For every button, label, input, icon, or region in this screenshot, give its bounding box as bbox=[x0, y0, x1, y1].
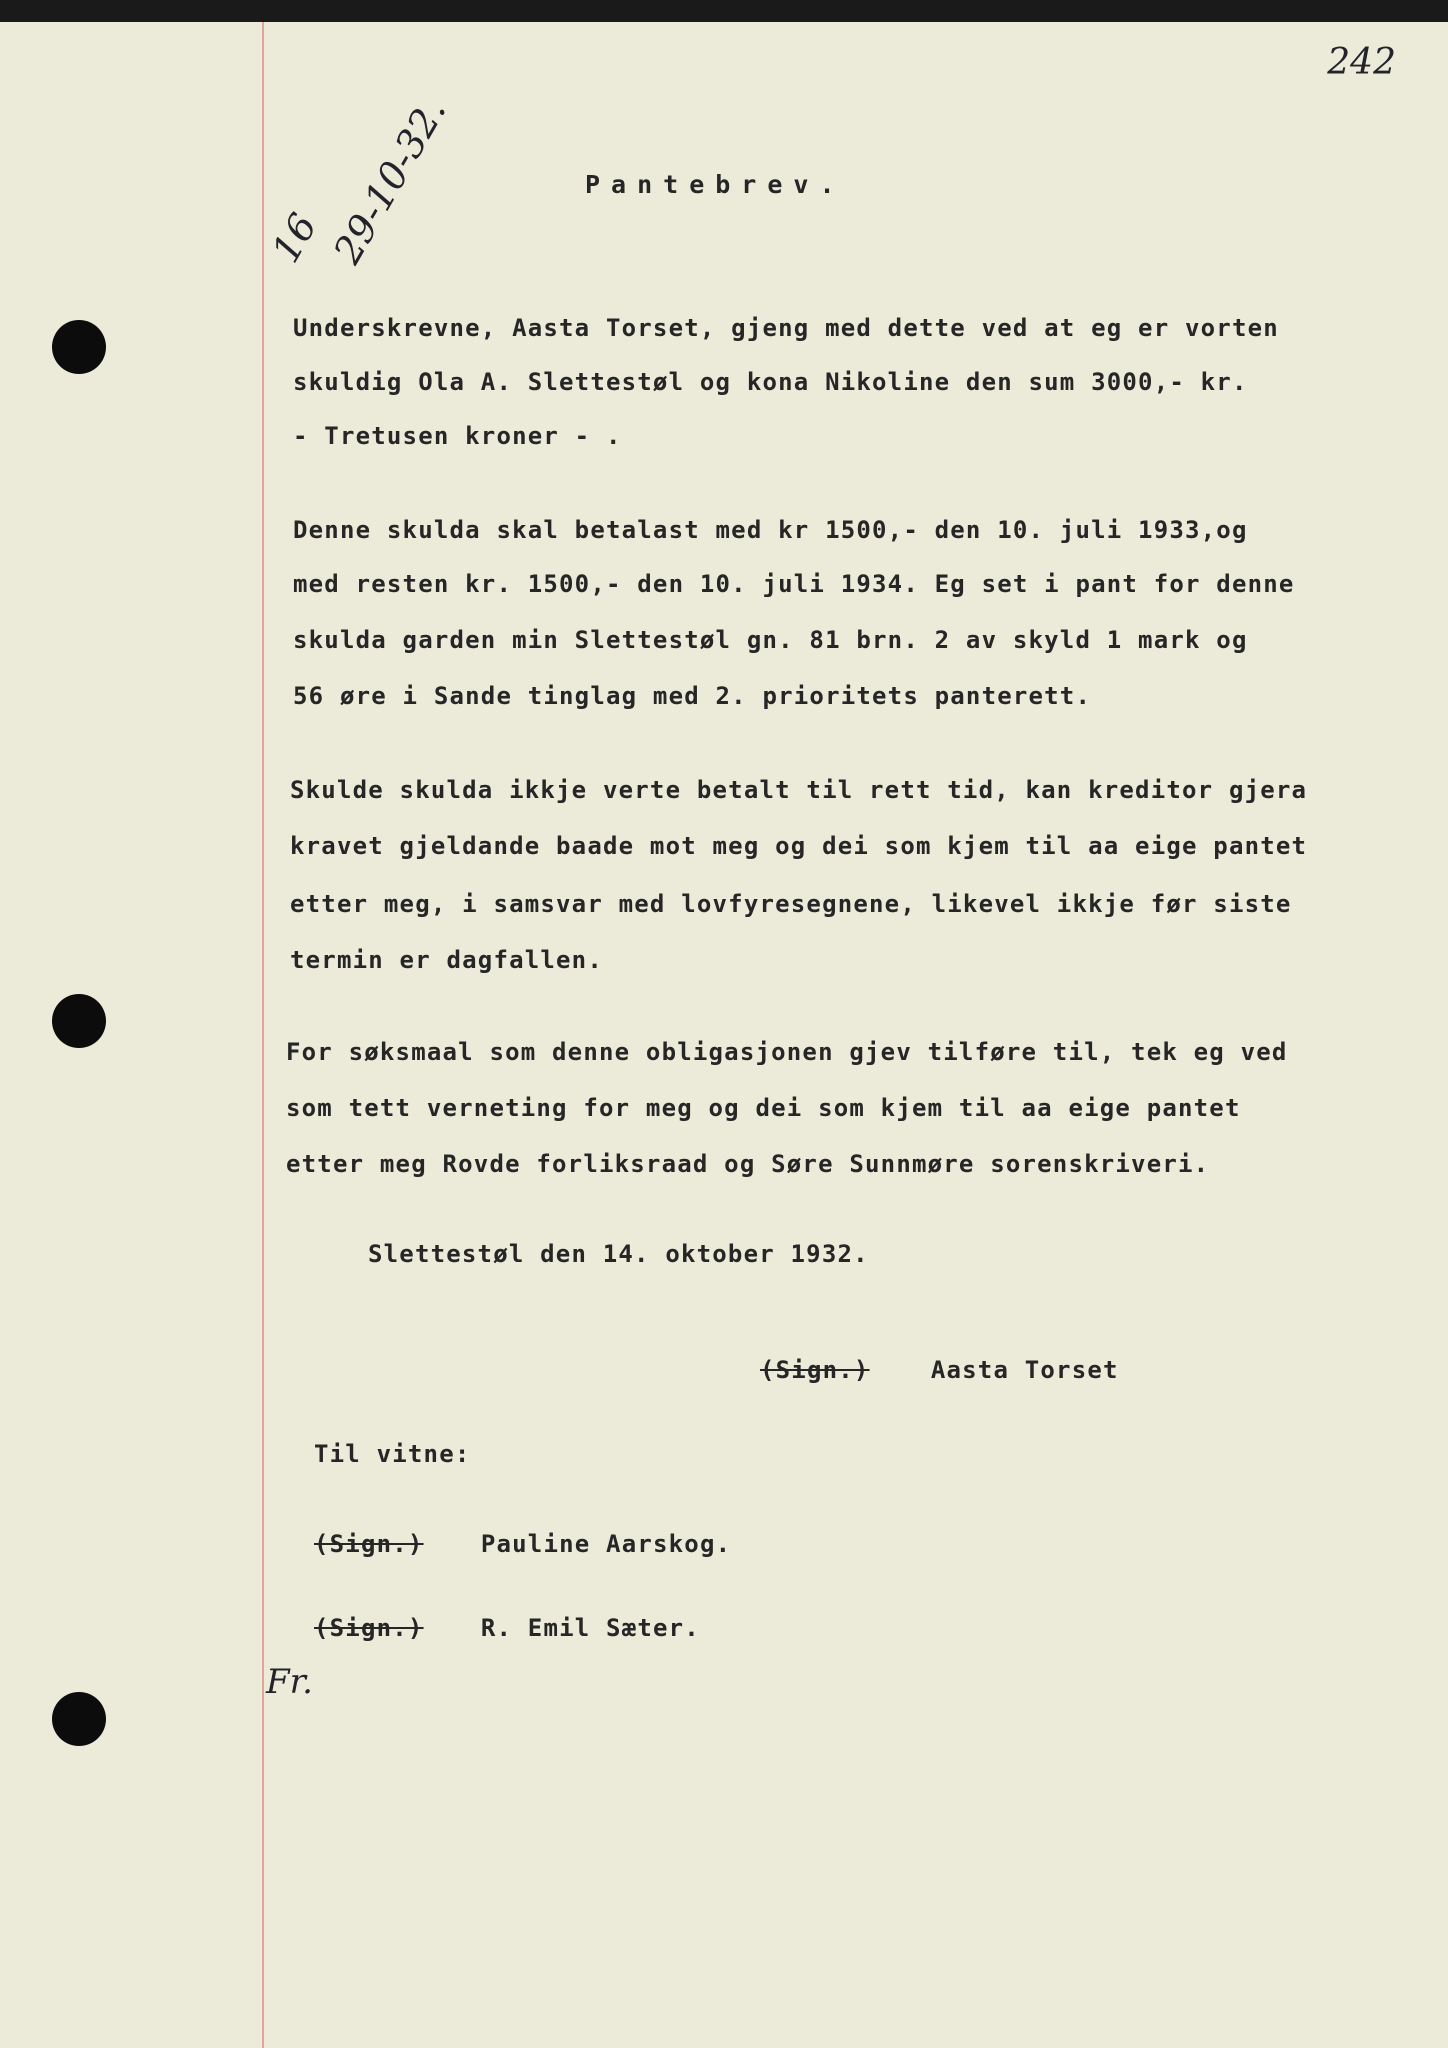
punch-hole bbox=[52, 994, 106, 1048]
sign-label: (Sign.) bbox=[314, 1614, 424, 1642]
registration-date: 29-10-32. bbox=[325, 90, 455, 271]
witness-name: Pauline Aarskog. bbox=[480, 1530, 732, 1558]
witness-line bbox=[314, 1614, 700, 1642]
text-line: 56 øre i Sande tinglag med 2. prioritets panterett. bbox=[293, 682, 1092, 710]
text-line: - Tretusen kroner - . bbox=[293, 422, 622, 450]
registration-number: 16 bbox=[263, 206, 326, 270]
witness-heading: Til vitne: bbox=[314, 1440, 471, 1468]
text-line: etter meg, i samsvar med lovfyresegnene, likevel ikkje før siste bbox=[290, 890, 1292, 918]
signer-name: Aasta Torset bbox=[930, 1356, 1119, 1384]
text-line: termin er dagfallen. bbox=[290, 946, 603, 974]
margin-rule bbox=[262, 22, 264, 2048]
text-line: Underskrevne, Aasta Torset, gjeng med dette ved at eg er vorten bbox=[293, 314, 1279, 342]
document-title: Pantebrev. bbox=[585, 170, 846, 199]
text-line: skuldig Ola A. Slettestøl og kona Nikoline den sum 3000,- kr. bbox=[293, 368, 1248, 396]
text-line: Skulde skulda ikkje verte betalt til rett tid, kan kreditor gjera bbox=[290, 776, 1308, 804]
text-line: skulda garden min Slettestøl gn. 81 brn. 2 av skyld 1 mark og bbox=[293, 626, 1248, 654]
text-line: kravet gjeldande baade mot meg og dei som kjem til aa eige pantet bbox=[290, 832, 1308, 860]
sign-label: (Sign.) bbox=[314, 1530, 424, 1558]
sign-label: (Sign.) bbox=[760, 1356, 870, 1384]
text-line: som tett verneting for meg og dei som kjem til aa eige pantet bbox=[286, 1094, 1241, 1122]
text-line: For søksmaal som denne obligasjonen gjev tilføre til, tek eg ved bbox=[286, 1038, 1288, 1066]
punch-hole bbox=[52, 1692, 106, 1746]
place-date: Slettestøl den 14. oktober 1932. bbox=[368, 1240, 869, 1268]
page-number: 242 bbox=[1327, 42, 1396, 83]
margin-mark: Fr. bbox=[266, 1662, 313, 1702]
text-line: Denne skulda skal betalast med kr 1500,- den 10. juli 1933,og bbox=[293, 516, 1248, 544]
text-line: med resten kr. 1500,- den 10. juli 1934. Eg set i pant for denne bbox=[293, 570, 1295, 598]
text-line: etter meg Rovde forliksraad og Søre Sunnmøre sorenskriveri. bbox=[286, 1150, 1210, 1178]
signature-line bbox=[760, 1356, 1119, 1384]
witness-name: R. Emil Sæter. bbox=[480, 1614, 700, 1642]
witness-line bbox=[314, 1530, 731, 1558]
punch-hole bbox=[52, 320, 106, 374]
document-page bbox=[0, 22, 1448, 2048]
